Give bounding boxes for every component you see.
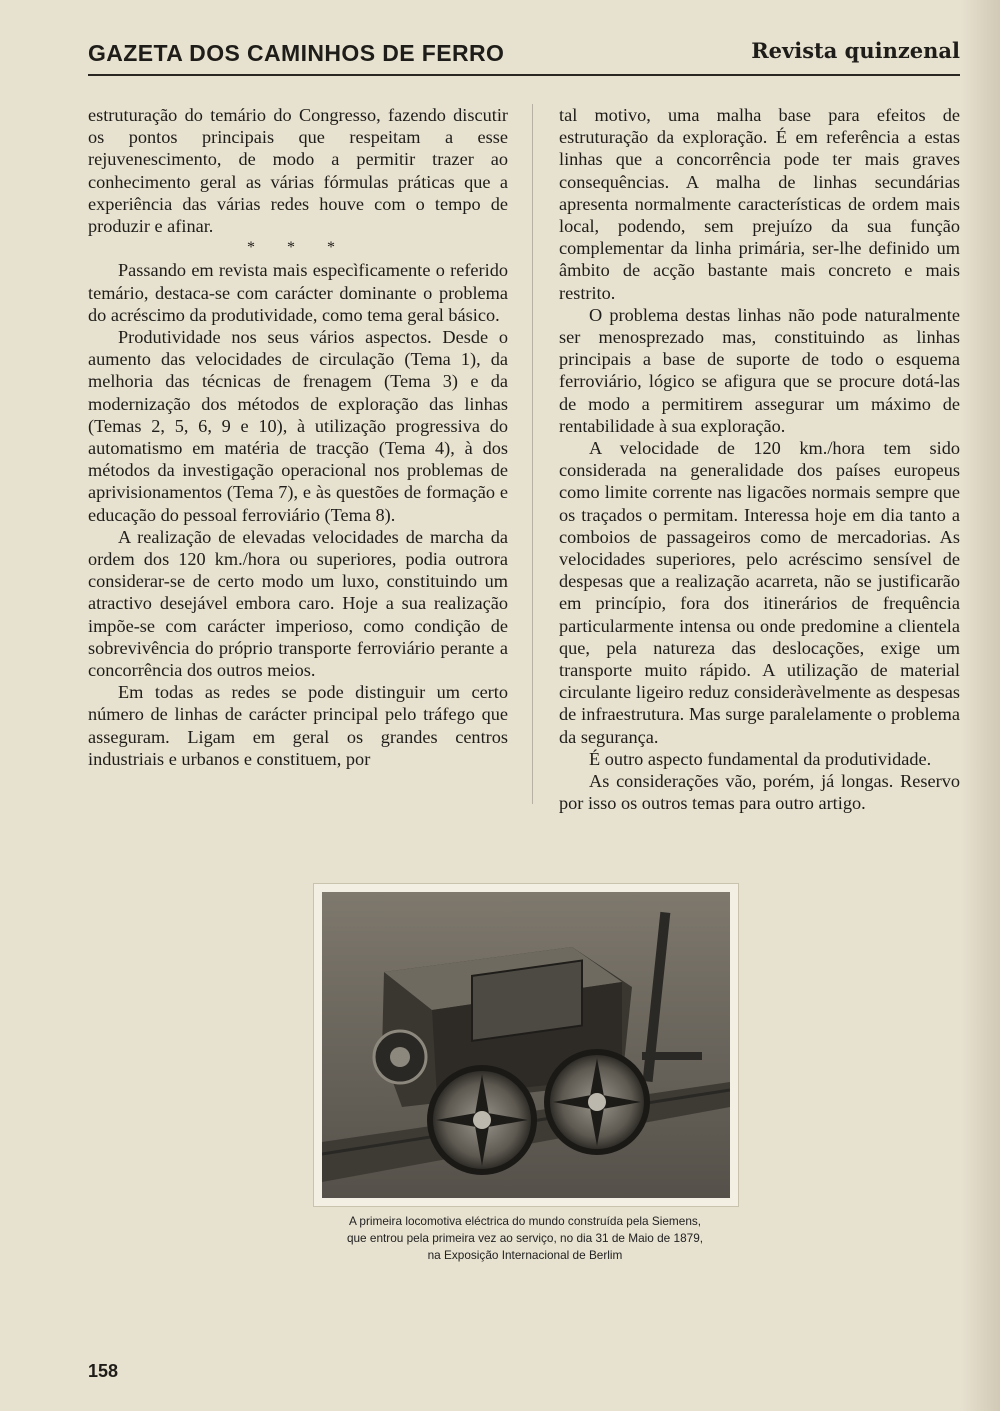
paragraph: É outro aspecto fundamental da produtividade. [589, 748, 932, 769]
caption-line: na Exposição Internacional de Berlim [427, 1248, 623, 1262]
caption-line: que entrou pela primeira vez ao serviço, no dia 31 de Maio de 1879, [346, 1231, 704, 1245]
paragraph: Produtividade nos seus vários aspectos. Desde o aumento das velocidades de circulação (Tema 1), da melhoria das técnicas de frenagem (Tema 3) e da modernização dos métodos de exploração das linhas (Temas 2, 5, 6, 9 e 10), à utilização progressiva do automatismo em matéria de tracção (Tema 4), à dos métodos da investigação operacional nos problemas de aprivisionamentos (Tema 7), e às questões de formação e educação do pessoal ferroviário (Tema 8). [88, 327, 508, 525]
publication-subtitle: Revista quinzenal [751, 38, 960, 63]
paragraph: Em todas as redes se pode distinguir um certo número de linhas de carácter principal pelo tráfego que asseguram. Ligam em geral os grandes centros industriais e urbanos e constituem, por [88, 682, 508, 769]
column-divider [532, 104, 533, 804]
paragraph: Passando em revista mais especìficamente o referido temário, destaca-se com carácter dominante o problema do acréscimo da produtividade, como tema geral básico. [88, 260, 508, 325]
locomotive-illustration [322, 892, 730, 1198]
caption-line: A primeira locomotiva eléctrica do mundo construída pela Siemens, [348, 1214, 702, 1228]
left-text-column [88, 104, 508, 770]
locomotive-photo [322, 892, 730, 1198]
section-separator: * * * [247, 239, 349, 257]
paragraph: estruturação do temário do Congresso, fazendo discutir os pontos principais que respeitam a esse rejuvenescimento, de modo a permitir trazer ao conhecimento geral as várias fórmulas práticas que a experiência das várias redes houve com o tempo de produzir e afinar. [88, 105, 508, 237]
figure-caption [300, 1213, 750, 1264]
paragraph: tal motivo, uma malha base para efeitos de estruturação da exploração. É em referência a estas linhas que a concorrência pode ter mais graves consequências. A malha de linhas secundárias apresenta normalmente características de ordem mais local, podendo, sem prejuízo da sua função complementar da linha primária, ser-lhe definido um âmbito de acção bastante mais concreto e mais restrito. [559, 105, 960, 303]
publication-title: GAZETA DOS CAMINHOS DE FERRO [88, 40, 505, 66]
page-number: 158 [88, 1361, 119, 1381]
page-edge-shadow [960, 0, 1000, 1411]
right-text-column [559, 104, 960, 815]
paragraph: O problema destas linhas não pode naturalmente ser menosprezado mas, constituindo as linhas principais a base de suporte de todo o esquema ferroviário, lógico se afigura que se procure dotá-las de modo a permitirem assegurar um máximo de rentabilidade à sua exploração. [559, 304, 960, 436]
paragraph: A realização de elevadas velocidades de marcha da ordem dos 120 km./hora ou superiores, podia outrora considerar-se de certo modo um luxo, constituindo um atractivo desejável embora caro. Hoje a sua realização impõe-se com carácter imperioso, como condição de sobrevivência do próprio transporte ferroviário perante a concorrência dos outros meios. [88, 526, 508, 681]
figure-frame [313, 883, 739, 1207]
page-header [88, 38, 960, 76]
paragraph: As considerações vão, porém, já longas. Reservo por isso os outros temas para outro artigo. [559, 771, 960, 814]
paragraph: A velocidade de 120 km./hora tem sido considerada na generalidade dos países europeus como limite corrente nas ligacões normais sempre que os traçados o permitam. Interessa hoje em dia tanto a comboios de passageiros como de mercadorias. As velocidades superiores, pelo acréscimo sensível de despesas que a realização acarreta, não se justificarão em princípio, fora dos itinerários de frequência particularmente intensa ou onde predomine a clientela que, pela natureza das deslocações, exige um transporte muito rápido. A utilização de material circulante ligeiro reduz consideràvelmente as despesas de infraestrutura. Mas surge paralelamente o problema da segurança. [559, 438, 960, 747]
